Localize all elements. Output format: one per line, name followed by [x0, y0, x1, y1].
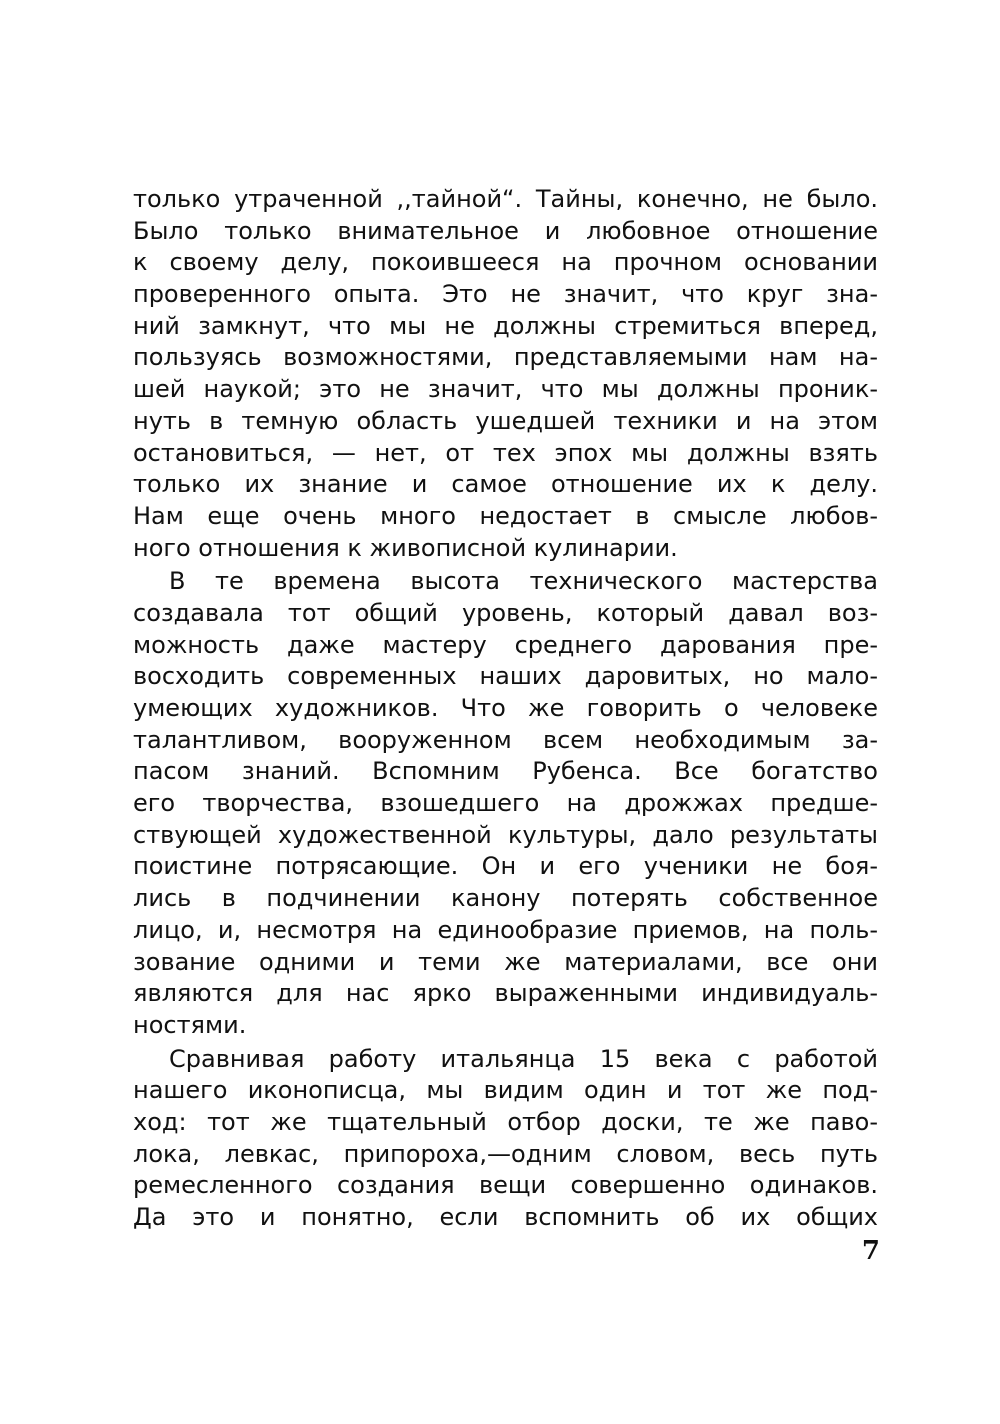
- text-line: являются для нас ярко выраженными индивидуаль-: [133, 979, 878, 1008]
- text-line: талантливом, вооруженном всем необходимым за-: [133, 725, 878, 754]
- text-line: только утраченной ,,тайной“. Тайны, конечно, не было.: [133, 185, 878, 213]
- text-line: ствующей художественной культуры, дало результаты: [133, 820, 878, 849]
- text-line: пасом знаний. Вспомним Рубенса. Все богатство: [133, 757, 878, 786]
- text-line: проверенного опыта. Это не значит, что круг зна-: [133, 280, 878, 309]
- text-line: нуть в темную область ушедшей техники и на этом: [133, 406, 878, 435]
- text-line: нашего иконописца, мы видим один и тот же под-: [133, 1076, 878, 1105]
- text-line: шей наукой; это не значит, что мы должны проник-: [133, 375, 878, 404]
- text-line: зование одними и теми же материалами, все они: [133, 947, 878, 976]
- text-line: остановиться, — нет, от тех эпох мы должны взять: [133, 438, 878, 467]
- text-line: к своему делу, покоившееся на прочном основании: [133, 248, 878, 277]
- text-line: его творчества, взошедшего на дрожжах предше-: [133, 789, 878, 818]
- text-line: лока, левкас, припороха,—одним словом, весь путь: [133, 1139, 878, 1168]
- text-line: ного отношения к живописной кулинарии.: [133, 533, 678, 562]
- text-line: можность даже мастеру среднего дарования пре-: [133, 630, 878, 659]
- text-line: лицо, и, несмотря на единообразие приемов, на поль-: [133, 915, 878, 944]
- text-line: ремесленного создания вещи совершенно одинаков.: [133, 1171, 878, 1200]
- page-number: 7: [861, 1236, 880, 1266]
- text-line: Да это и понятно, если вспомнить об их общих: [133, 1203, 878, 1231]
- text-line: ход: тот же тщательный отбор доски, те же паво-: [133, 1107, 878, 1136]
- text-line: Было только внимательное и любовное отношение: [133, 216, 878, 245]
- text-line: умеющих художников. Что же говорить о человеке: [133, 694, 878, 722]
- text-line: В те времена высота технического мастерства: [169, 567, 878, 596]
- text-line: ний замкнут, что мы не должны стремиться вперед,: [133, 311, 878, 340]
- text-line: поистине потрясающие. Он и его ученики не боя-: [133, 852, 878, 881]
- text-line: создавала тот общий уровень, который давал воз-: [133, 598, 878, 627]
- text-line: ностями.: [133, 1010, 247, 1039]
- text-line: Нам еще очень много недостает в смысле любов-: [133, 501, 878, 530]
- text-line: только их знание и самое отношение их к делу.: [133, 470, 878, 499]
- text-line: пользуясь возможностями, представляемыми нам на-: [133, 343, 878, 372]
- text-line: лись в подчинении канону потерять собственное: [133, 884, 878, 913]
- text-line: Сравнивая работу итальянца 15 века с работой: [169, 1044, 878, 1073]
- body-text: [133, 184, 878, 1234]
- text-line: восходить современных наших даровитых, но мало-: [133, 662, 878, 691]
